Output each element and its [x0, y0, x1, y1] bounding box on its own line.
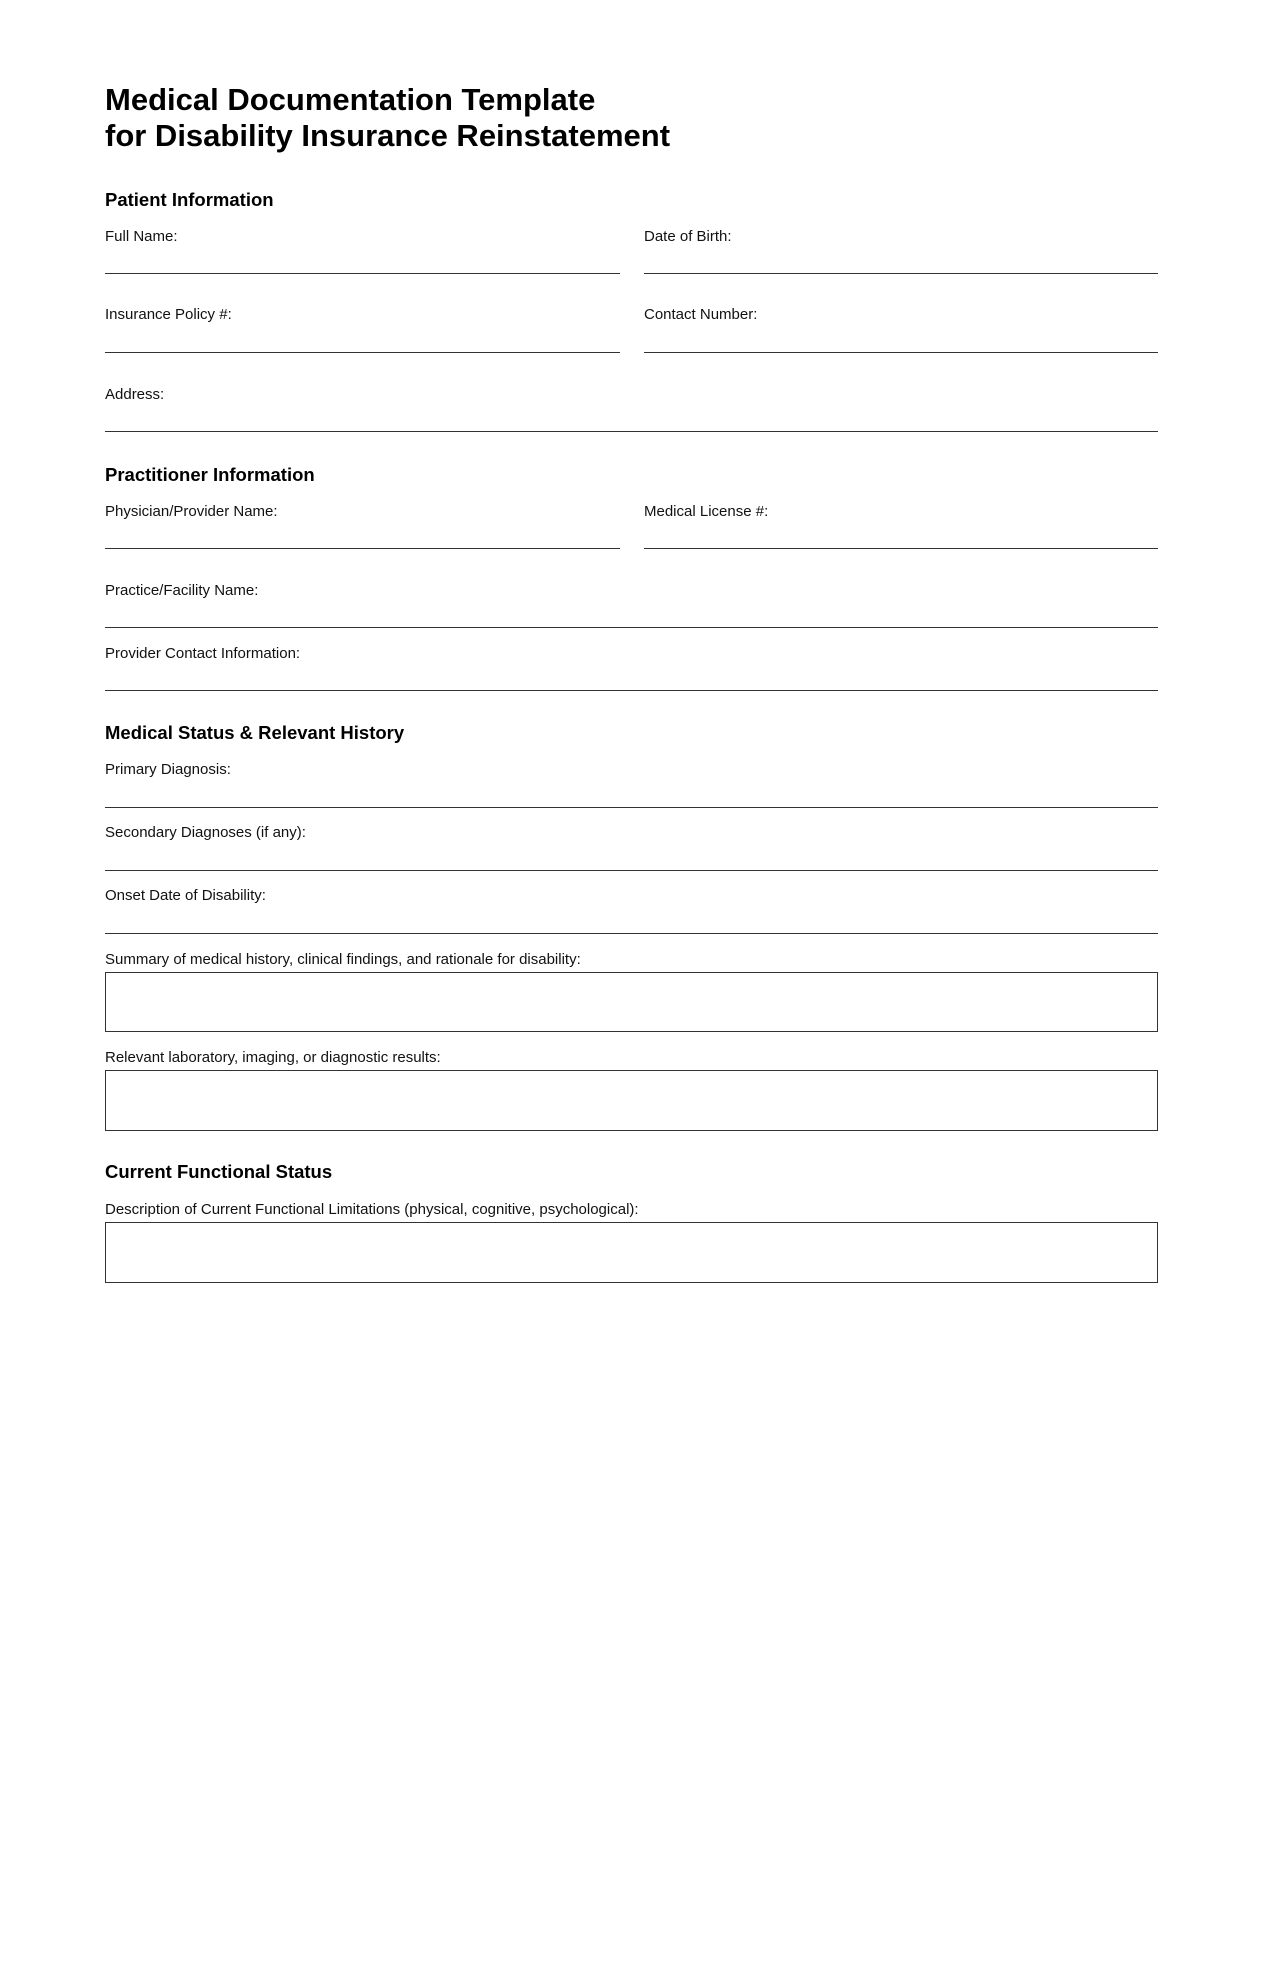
section-heading-practitioner-information: Practitioner Information [105, 464, 315, 485]
primary-diagnosis-label: Primary Diagnosis: [105, 761, 231, 778]
insurance-policy-label: Insurance Policy #: [105, 306, 232, 323]
date-of-birth-field[interactable] [644, 273, 1158, 274]
section-heading-medical-status: Medical Status & Relevant History [105, 722, 405, 743]
full-name-label: Full Name: [105, 228, 178, 245]
document-title [105, 82, 670, 154]
contact-number-field[interactable] [644, 352, 1158, 353]
facility-name-field[interactable] [105, 627, 1158, 628]
diagnostic-results-label: Relevant laboratory, imaging, or diagnostic results: [105, 1049, 441, 1066]
medical-license-field[interactable] [644, 548, 1158, 549]
diagnostic-results-textarea[interactable] [105, 1070, 1158, 1131]
facility-name-label: Practice/Facility Name: [105, 582, 259, 599]
title-line-2: for Disability Insurance Reinstatement [105, 118, 671, 153]
address-field[interactable] [105, 431, 1158, 432]
medical-summary-textarea[interactable] [105, 972, 1158, 1032]
onset-date-field[interactable] [105, 933, 1158, 934]
primary-diagnosis-field[interactable] [105, 807, 1158, 808]
secondary-diagnoses-field[interactable] [105, 870, 1158, 871]
insurance-policy-field[interactable] [105, 352, 620, 353]
date-of-birth-label: Date of Birth: [644, 228, 732, 245]
onset-date-label: Onset Date of Disability: [105, 887, 266, 904]
contact-number-label: Contact Number: [644, 306, 758, 323]
section-heading-patient-information: Patient Information [105, 189, 274, 210]
medical-summary-label: Summary of medical history, clinical findings, and rationale for disability: [105, 951, 581, 968]
medical-license-label: Medical License #: [644, 503, 769, 520]
provider-contact-field[interactable] [105, 690, 1158, 691]
functional-limitations-textarea[interactable] [105, 1222, 1158, 1283]
secondary-diagnoses-label: Secondary Diagnoses (if any): [105, 824, 306, 841]
title-line-1: Medical Documentation Template [105, 82, 596, 117]
functional-limitations-label: Description of Current Functional Limitations (physical, cognitive, psychological): [105, 1201, 639, 1218]
provider-name-field[interactable] [105, 548, 620, 549]
provider-name-label: Physician/Provider Name: [105, 503, 278, 520]
full-name-field[interactable] [105, 273, 620, 274]
address-label: Address: [105, 386, 165, 403]
section-heading-functional-status: Current Functional Status [105, 1161, 333, 1182]
provider-contact-label: Provider Contact Information: [105, 645, 301, 662]
